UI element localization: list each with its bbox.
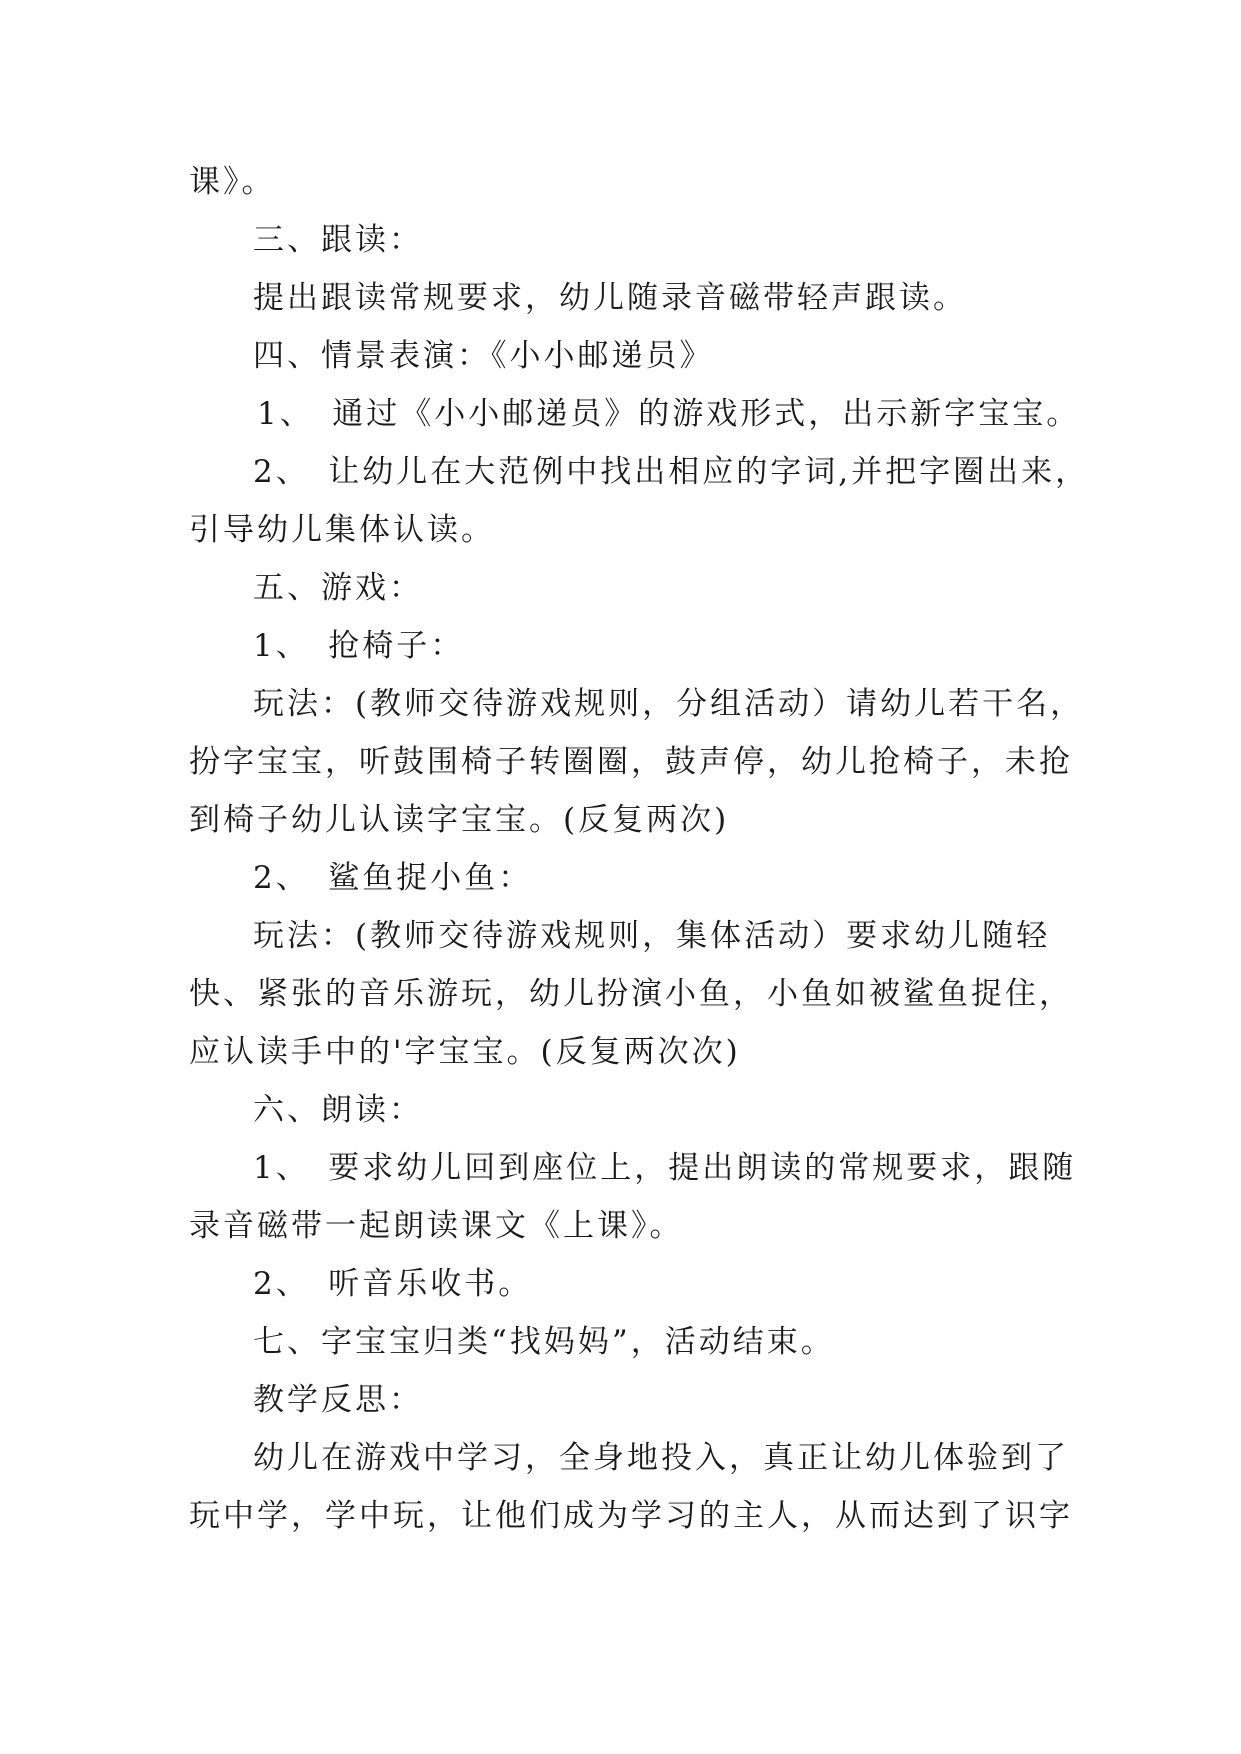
list-item: 1、 抢椅子： (253, 628, 465, 664)
section-heading: 六、朗读： (253, 1092, 423, 1128)
paragraph-line: 玩中学，学中玩，让他们成为学习的主人，从而达到了识字 (189, 1498, 1073, 1534)
paragraph-line: 引导幼儿集体认读。 (189, 512, 495, 548)
list-item: 2、 听音乐收书。 (253, 1266, 533, 1302)
list-item: 2、 鲨鱼捉小鱼： (253, 860, 533, 896)
list-item: 2、 让幼儿在大范例中找出相应的字词,并把字圈出来， (253, 454, 1090, 490)
list-item: 1、 要求幼儿回到座位上，提出朗读的常规要求，跟随 (253, 1150, 1077, 1186)
paragraph-line: 玩法：(教师交待游戏规则，集体活动）要求幼儿随轻 (253, 918, 1051, 954)
paragraph-line: 玩法：(教师交待游戏规则，分组活动）请幼儿若干名， (253, 686, 1085, 722)
paragraph-line: 幼儿在游戏中学习，全身地投入，真正让幼儿体验到了 (253, 1440, 1069, 1476)
section-heading: 五、游戏： (253, 570, 423, 606)
paragraph-line: 录音磁带一起朗读课文《上课》。 (189, 1208, 684, 1244)
paragraph-line: 提出跟读常规要求，幼儿随录音磁带轻声跟读。 (253, 280, 967, 316)
section-heading: 七、字宝宝归类“找妈妈”，活动结束。 (253, 1324, 835, 1360)
section-heading: 四、情景表演：《小小邮递员》 (253, 338, 714, 374)
document-body (189, 153, 1090, 1545)
paragraph-line: 到椅子幼儿认读字宝宝。(反复两次) (189, 802, 730, 838)
paragraph-line: 应认读手中的'字宝宝。(反复两次次) (189, 1034, 741, 1070)
paragraph-line: 快、紧张的音乐游玩，幼儿扮演小鱼，小鱼如被鲨鱼捉住， (189, 976, 1073, 1012)
section-heading: 教学反思： (253, 1382, 423, 1418)
text-line: 课》。 (189, 164, 276, 200)
section-heading: 三、跟读： (253, 222, 423, 258)
list-item: 1、 通过《小小邮递员》的游戏形式，出示新字宝宝。 (257, 396, 1081, 432)
paragraph-line: 扮字宝宝，听鼓围椅子转圈圈，鼓声停，幼儿抢椅子，未抢 (189, 744, 1073, 780)
